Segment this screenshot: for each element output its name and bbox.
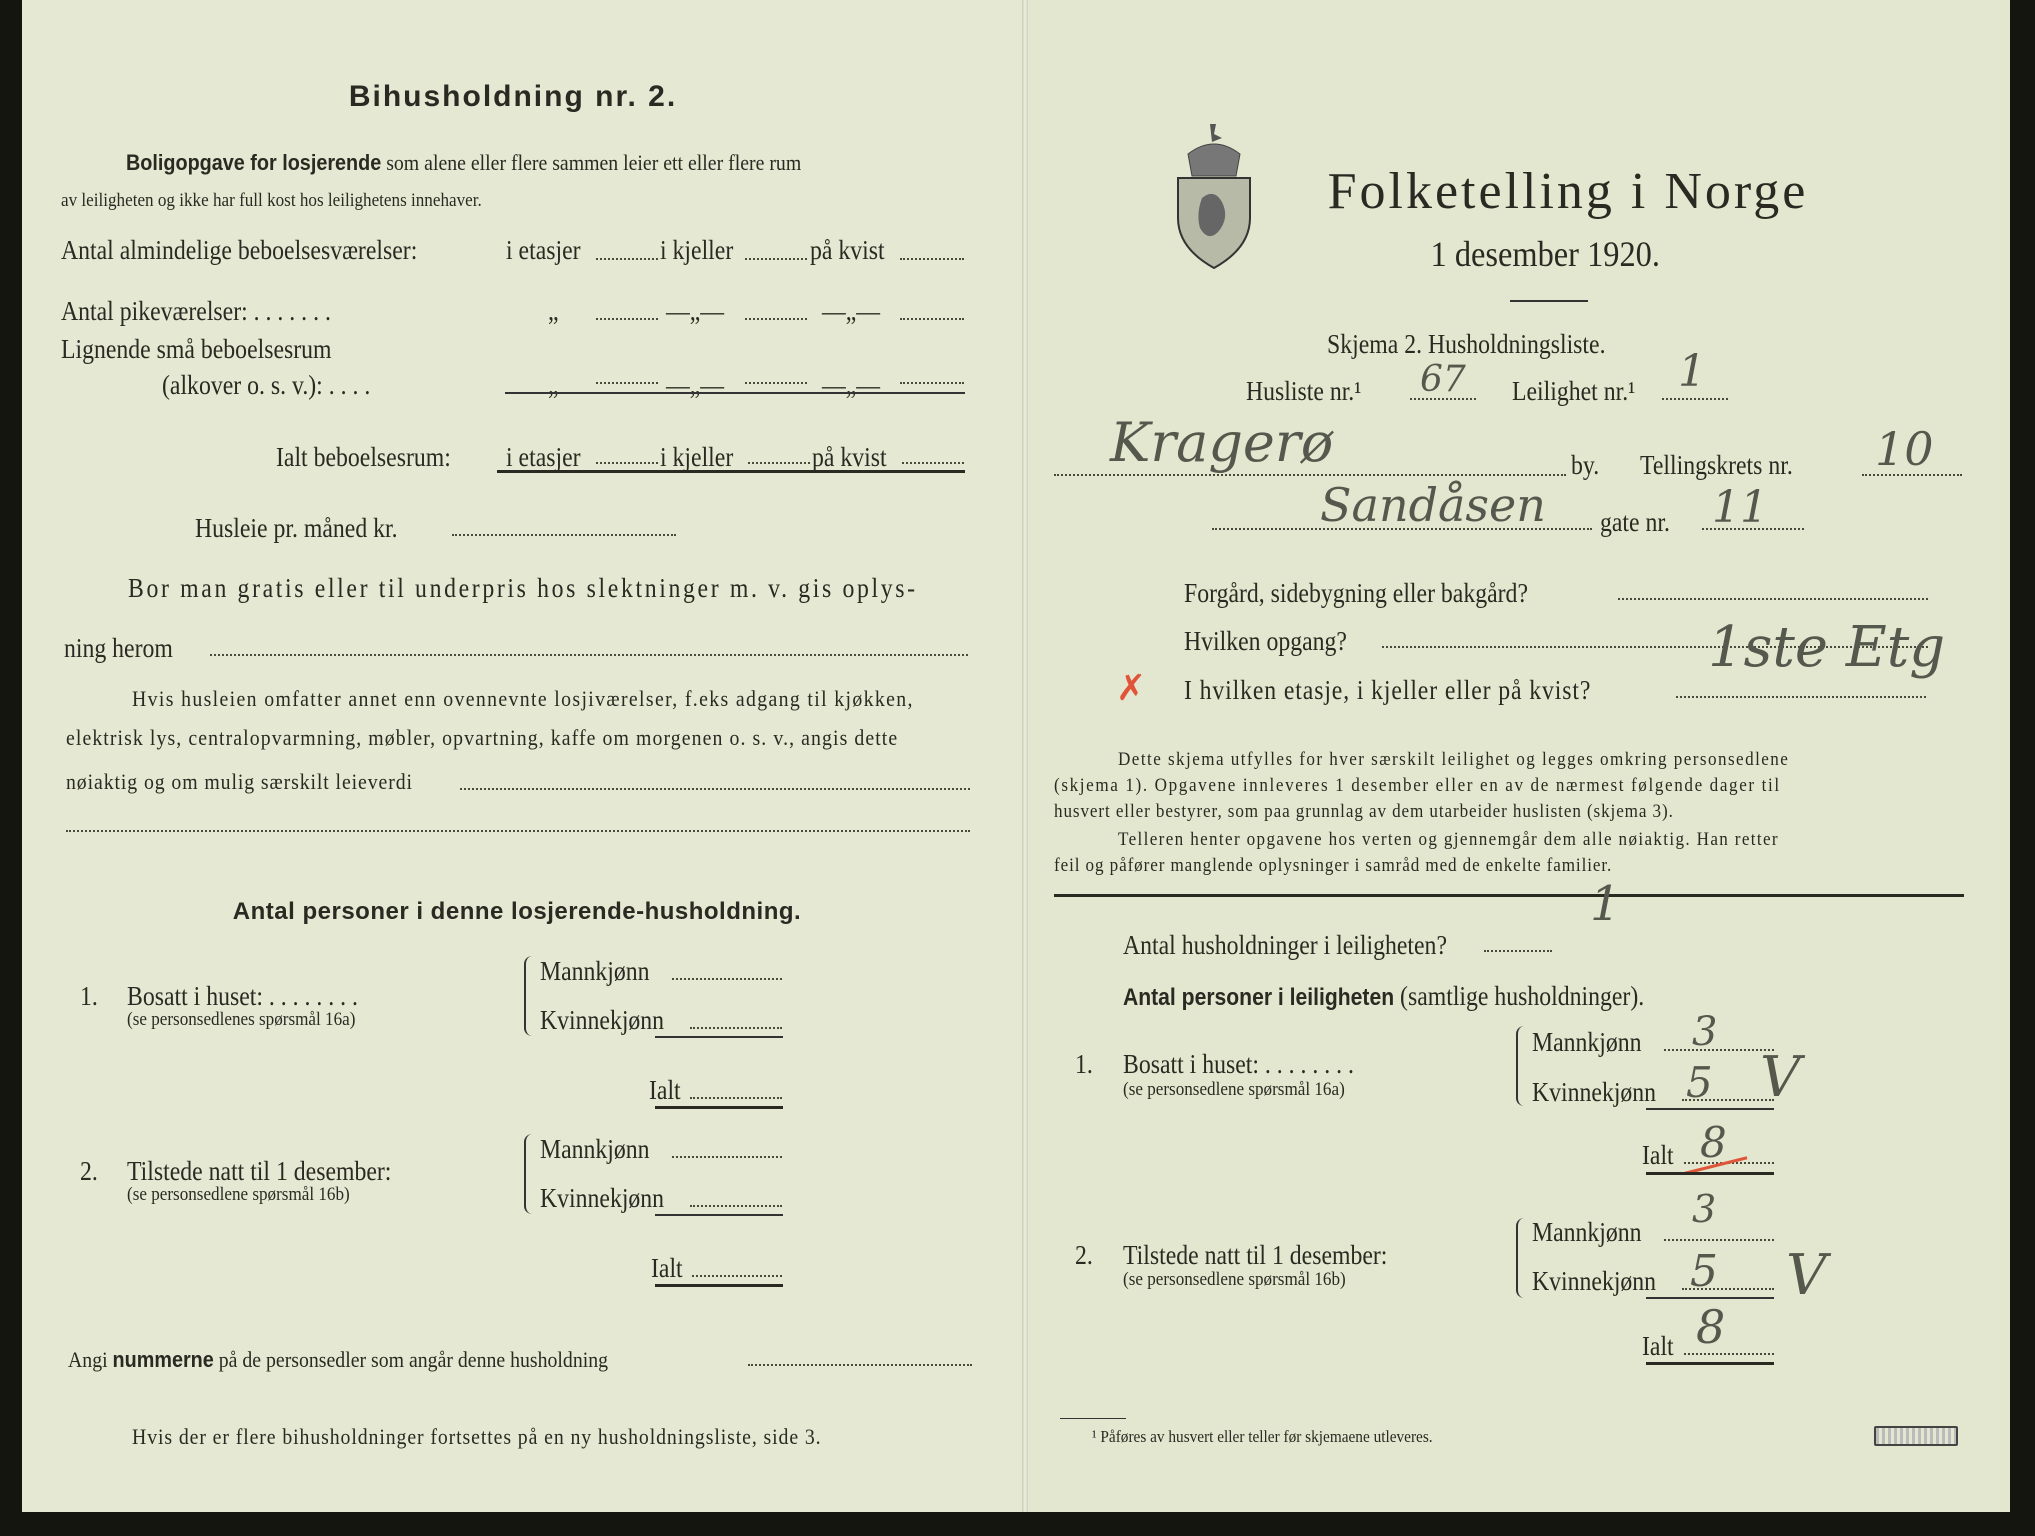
r-q2-female-value: 5	[1690, 1246, 1718, 1297]
q2-female-field[interactable]	[690, 1205, 782, 1207]
leieverdi-field[interactable]	[460, 788, 970, 790]
q1-number: 1.	[80, 981, 98, 1011]
q1-male-label: Mannkjønn	[540, 956, 650, 986]
etasje-field[interactable]	[1676, 696, 1926, 698]
r-q1-sub: (se personsedlene spørsmål 16a)	[1123, 1079, 1345, 1100]
red-check-mark: ✗	[1116, 668, 1147, 708]
ditto-mark: —„—	[666, 370, 725, 400]
etasje-label: I hvilken etasje, i kjeller eller på kvist?	[1184, 675, 1592, 705]
page-fold	[1022, 0, 1028, 1512]
printer-stamp	[1874, 1426, 1958, 1446]
check-tick: V	[1760, 1045, 1801, 1110]
r-q1-male-value: 3	[1692, 1009, 1718, 1055]
para2-line-1: Telleren henter opgavene hos verten og gjennemgår dem alle nøiaktig. Han retter	[1118, 829, 1779, 850]
q2-label: Tilstede natt til 1 desember:	[127, 1156, 392, 1186]
ditto-mark: —„—	[666, 296, 725, 326]
small-rooms-label: Lignende små beboelsesrum	[61, 334, 332, 364]
sum-rule	[505, 392, 965, 394]
sum-rule	[1646, 1297, 1774, 1299]
q1-female-label: Kvinnekjønn	[540, 1005, 665, 1035]
r-q2-total-value: 8	[1696, 1300, 1726, 1354]
pike-label: Antal pikeværelser: . . . . . . .	[61, 296, 331, 326]
sum-rule	[655, 1036, 783, 1038]
rent-incl-line-2: elektrisk lys, centralopvarmning, møbler, opvartning, kaffe om morgenen o. s. v., angis dette	[66, 725, 899, 750]
para1-line-2: (skjema 1). Opgavene innleveres 1 desember eller en av de nærmest følgende dager til	[1054, 775, 1781, 796]
city-field[interactable]	[1054, 474, 1566, 476]
ditto-mark: —„—	[822, 296, 881, 326]
ialt-kjeller-label: i kjeller	[660, 442, 734, 472]
by-label: by.	[1571, 450, 1600, 480]
q1-male-field[interactable]	[672, 978, 782, 980]
alkover-kvist-field[interactable]	[900, 382, 964, 384]
alkover-label: (alkover o. s. v.): . . . .	[162, 370, 371, 400]
right-title: Folketelling i Norge	[1327, 163, 1809, 220]
street-value: Sandåsen	[1320, 478, 1546, 532]
gate-label: gate nr.	[1600, 507, 1670, 537]
sum-rule	[655, 1214, 783, 1216]
q1-total-label: Ialt	[649, 1075, 681, 1105]
leilighet-value: 1	[1678, 346, 1706, 397]
households-label: Antal husholdninger i leiligheten?	[1123, 930, 1447, 960]
total-rule	[1646, 1172, 1774, 1175]
leieverdi-field-2[interactable]	[66, 830, 970, 832]
title-rule	[1510, 300, 1588, 302]
r-q2-label: Tilstede natt til 1 desember:	[1123, 1240, 1388, 1270]
rent-incl-line-1: Hvis husleien omfatter annet enn ovennevnte losjiværelser, f.eks adgang til kjøkken,	[132, 686, 914, 711]
alkover-etasjer-field[interactable]	[596, 382, 658, 384]
q2-number: 2.	[80, 1156, 98, 1186]
intro-rest: som alene eller flere sammen leier ett eller flere rum	[386, 150, 802, 175]
left-page	[22, 0, 1022, 1512]
alkover-kjeller-field[interactable]	[745, 382, 807, 384]
rooms-etasjer-label: i etasjer	[506, 235, 581, 265]
ialt-rule	[497, 470, 965, 473]
r-q1-male-label: Mannkjønn	[1532, 1027, 1642, 1057]
r-q2-female-label: Kvinnekjønn	[1532, 1266, 1657, 1296]
q1-female-field[interactable]	[690, 1027, 782, 1029]
numbers-label	[68, 1349, 608, 1371]
para1-line-1: Dette skjema utfylles for hver særskilt leilighet og legges omkring personsedlene	[1118, 749, 1790, 770]
r-q2-number: 2.	[1075, 1240, 1093, 1270]
para1-line-3: husvert eller bestyrer, som paa grunnlag av dem utarbeider huslisten (skjema 3).	[1054, 801, 1674, 822]
persons-heading-rest: (samtlige husholdninger).	[1400, 981, 1645, 1011]
footnote-rule	[1060, 1418, 1126, 1419]
r-q2-sub: (se personsedlene spørsmål 16b)	[1123, 1269, 1346, 1290]
q1-sub: (se personsedlenes spørsmål 16a)	[127, 1009, 356, 1030]
brace	[1516, 1218, 1528, 1298]
r-q1-total-label: Ialt	[1642, 1140, 1674, 1170]
left-persons-heading: Antal personer i denne losjerende-husholdning.	[232, 898, 802, 925]
rent-field[interactable]	[452, 534, 676, 536]
households-field[interactable]	[1484, 950, 1552, 952]
pike-etasjer-field[interactable]	[596, 318, 658, 320]
gratis-line-2: ning herom	[64, 633, 173, 663]
krets-value: 10	[1875, 422, 1934, 476]
ditto-mark: „	[548, 370, 559, 400]
total-rule	[655, 1106, 783, 1109]
rooms-kjeller-label: i kjeller	[660, 235, 734, 265]
brace	[524, 1134, 536, 1214]
total-rule	[1646, 1362, 1774, 1365]
right-persons-heading	[1123, 983, 1644, 1010]
q1-label: Bosatt i huset: . . . . . . . .	[127, 981, 358, 1011]
q2-total-field[interactable]	[692, 1275, 782, 1277]
r-q1-male-field[interactable]	[1664, 1049, 1774, 1051]
rooms-kvist-label: på kvist	[810, 235, 885, 265]
q2-male-field[interactable]	[672, 1156, 782, 1158]
numbers-label-b: nummerne	[112, 1347, 214, 1372]
etasje-value: 1ste Etg	[1708, 615, 1946, 680]
sum-rule	[1646, 1108, 1774, 1110]
persons-heading-bold: Antal personer i leiligheten	[1123, 984, 1395, 1011]
intro-line-1	[126, 152, 801, 174]
pike-kvist-field[interactable]	[900, 318, 964, 320]
ialt-etasjer-field[interactable]	[596, 462, 658, 464]
section-rule	[1054, 894, 1964, 897]
q2-female-label: Kvinnekjønn	[540, 1183, 665, 1213]
coat-of-arms-icon	[1172, 120, 1256, 270]
schema-label: Skjema 2. Husholdningsliste.	[1327, 329, 1606, 359]
r-q1-label: Bosatt i huset: . . . . . . . .	[1123, 1049, 1354, 1079]
leilighet-label: Leilighet nr.¹	[1512, 376, 1636, 406]
pike-kjeller-field[interactable]	[745, 318, 807, 320]
check-tick: V	[1786, 1243, 1827, 1308]
city-value: Kragerø	[1110, 411, 1334, 474]
q2-sub: (se personsedlene spørsmål 16b)	[127, 1184, 350, 1205]
brace	[524, 956, 536, 1036]
ialt-etasjer-label: i etasjer	[506, 442, 581, 472]
numbers-label-a: Angi	[68, 1347, 108, 1372]
ialt-kvist-label: på kvist	[812, 442, 887, 472]
ialt-kvist-field[interactable]	[902, 462, 964, 464]
ditto-mark: „	[548, 296, 559, 326]
r-q2-male-field[interactable]	[1664, 1239, 1774, 1241]
gate-value: 11	[1712, 482, 1768, 533]
r-q1-female-value: 5	[1686, 1058, 1713, 1107]
numbers-field[interactable]	[748, 1364, 972, 1366]
census-date: 1 desember 1920.	[1430, 234, 1660, 274]
ditto-mark: —„—	[822, 370, 881, 400]
rooms-kvist-field[interactable]	[900, 258, 964, 260]
rent-label: Husleie pr. måned kr.	[195, 513, 398, 543]
forgard-field[interactable]	[1618, 598, 1928, 600]
rooms-label: Antal almindelige beboelsesværelser:	[61, 235, 418, 265]
forgard-label: Forgård, sidebygning eller bakgård?	[1184, 578, 1528, 608]
gratis-line-1: Bor man gratis eller til underpris hos slektninger m. v. gis oplys-	[128, 573, 918, 603]
rent-incl-line-3: nøiaktig og om mulig særskilt leieverdi	[66, 769, 413, 794]
intro-bold: Boligopgave for losjerende	[126, 150, 382, 175]
numbers-label-c: på de personsedler som angår denne husholdning	[218, 1347, 609, 1372]
ialt-kjeller-field[interactable]	[748, 462, 810, 464]
krets-label: Tellingskrets nr.	[1640, 450, 1793, 480]
continue-note: Hvis der er flere bihusholdninger fortsettes på en ny husholdningsliste, side 3.	[132, 1424, 822, 1449]
rooms-kjeller-field[interactable]	[745, 258, 807, 260]
intro-line-2: av leiligheten og ikke har full kost hos leilighetens innehaver.	[61, 190, 482, 211]
r-q1-female-label: Kvinnekjønn	[1532, 1077, 1657, 1107]
left-title: Bihusholdning nr. 2.	[348, 80, 678, 113]
husliste-value: 67	[1420, 359, 1466, 400]
r-q1-total-value: 8	[1700, 1118, 1727, 1167]
footnote: ¹ Påføres av husvert eller teller før skjemaene utleveres.	[1092, 1427, 1433, 1446]
para2-line-2: feil og påfører manglende oplysninger i samråd med de enkelte familier.	[1054, 855, 1613, 876]
total-rule	[655, 1284, 783, 1287]
ialt-rooms-label: Ialt beboelsesrum:	[276, 442, 451, 472]
gratis-field[interactable]	[210, 654, 968, 656]
leilighet-field[interactable]	[1662, 398, 1728, 400]
q2-male-label: Mannkjønn	[540, 1134, 650, 1164]
q2-total-label: Ialt	[651, 1253, 683, 1283]
r-q2-male-value: 3	[1692, 1187, 1717, 1231]
r-q2-male-label: Mannkjønn	[1532, 1217, 1642, 1247]
husliste-label: Husliste nr.¹	[1246, 376, 1362, 406]
households-value: 1	[1590, 876, 1621, 932]
rooms-etasjer-field[interactable]	[596, 258, 658, 260]
q1-total-field[interactable]	[690, 1097, 782, 1099]
r-q2-total-label: Ialt	[1642, 1331, 1674, 1361]
brace	[1516, 1026, 1528, 1106]
opgang-label: Hvilken opgang?	[1184, 626, 1347, 656]
r-q1-number: 1.	[1075, 1049, 1093, 1079]
